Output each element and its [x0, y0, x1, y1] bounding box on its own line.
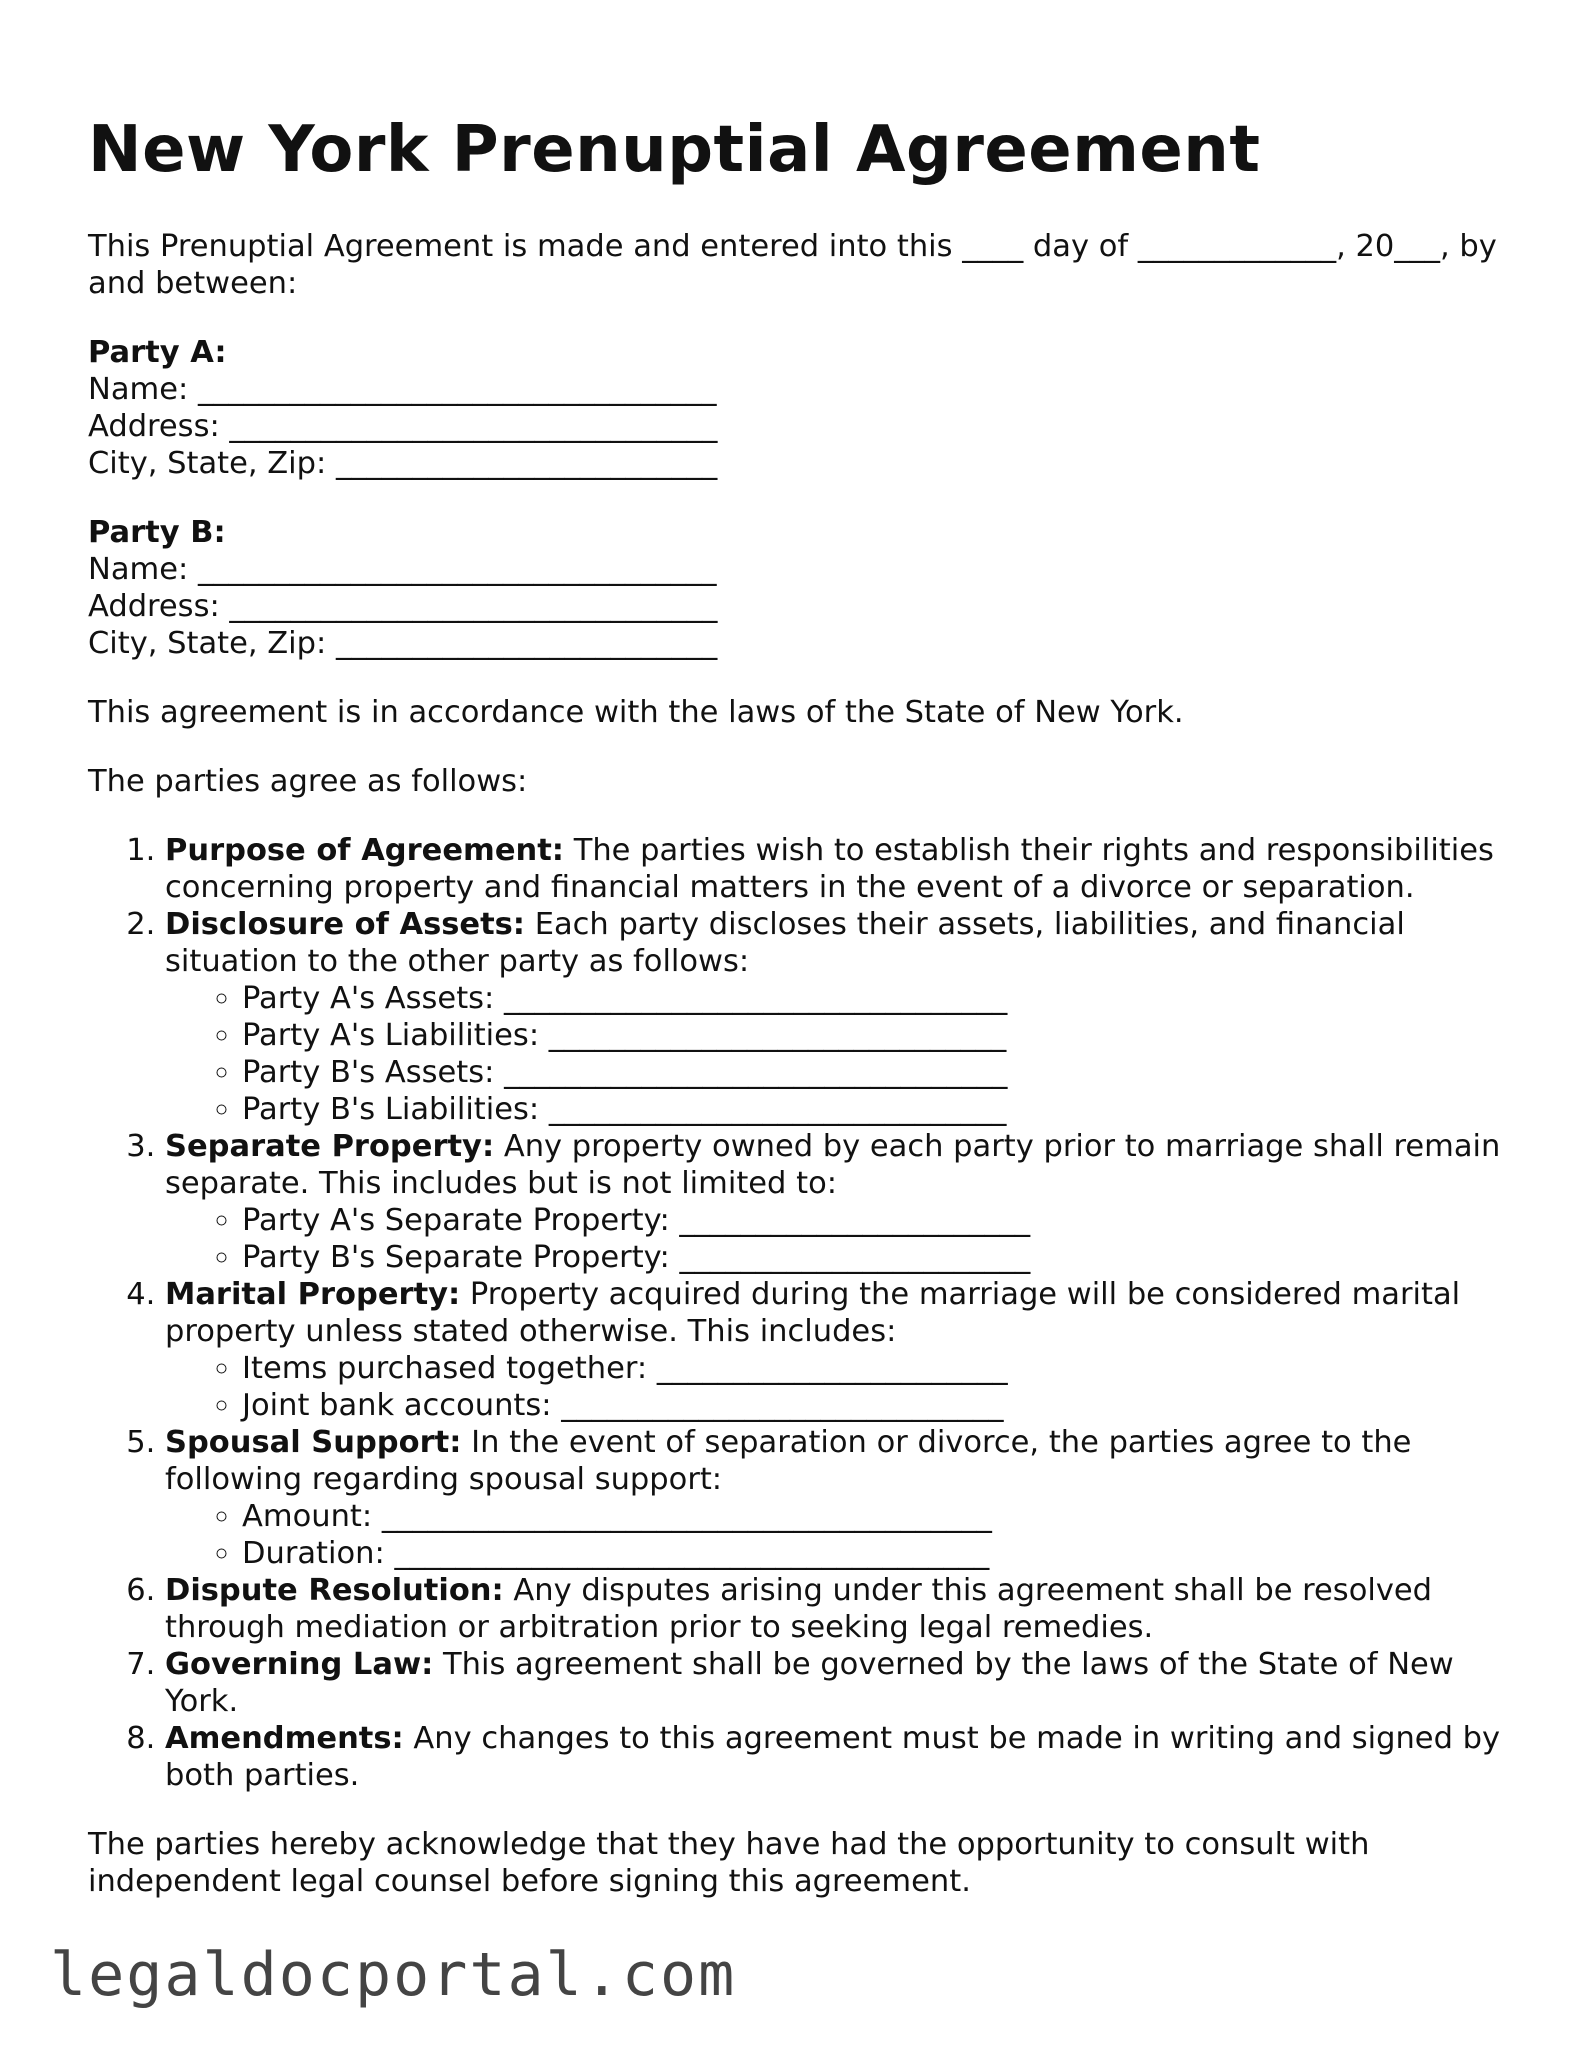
term-text: The parties wish to establish their rights and responsibilities concerning property and financial matters in the event of a divorce or separation. [165, 833, 1494, 905]
party-a-address-field: Address: ________________________________ [88, 409, 718, 444]
term-text: This agreement shall be governed by the laws of the State of New York. [165, 1647, 1454, 1719]
term-dispute-resolution [165, 1572, 1502, 1646]
party-b-block [88, 514, 1502, 662]
term-title: Marital Property: [165, 1277, 461, 1312]
term-title: Governing Law: [165, 1647, 434, 1682]
list-item: ◦ Amount: ________________________________________ [242, 1498, 1502, 1535]
acknowledgment-paragraph: The parties hereby acknowledge that they have had the opportunity to consult with independent legal counsel before signing this agreement. [88, 1827, 1370, 1899]
term-text: Each party discloses their assets, liabilities, and financial situation to the other party as follows: [165, 907, 1405, 979]
list-item: ◦ Party A's Separate Property: _______________________ [242, 1202, 1502, 1239]
term-text: In the event of separation or divorce, the parties agree to the following regarding spousal support: [165, 1425, 1412, 1497]
spousal-support-items [165, 1498, 1502, 1572]
list-item: ◦ Duration: _______________________________________ [242, 1535, 1502, 1572]
term-amendments [165, 1720, 1502, 1794]
term-text: Any changes to this agreement must be made in writing and signed by both parties. [165, 1721, 1501, 1793]
term-text: Property acquired during the marriage will be considered marital property unless stated otherwise. This includes: [165, 1277, 1461, 1349]
list-item: ◦ Joint bank accounts: _____________________________ [242, 1387, 1502, 1424]
term-purpose [165, 832, 1502, 906]
term-title: Purpose of Agreement: [165, 833, 565, 868]
term-disclosure [165, 906, 1502, 1128]
term-marital-property [165, 1276, 1502, 1424]
term-title: Separate Property: [165, 1129, 495, 1164]
party-b-address-field: Address: ________________________________ [88, 589, 718, 624]
watermark-text: legaldocportal.com [50, 1940, 737, 2010]
list-item: ◦ Party B's Separate Property: _______________________ [242, 1239, 1502, 1276]
party-a-block [88, 334, 1502, 482]
accordance-paragraph: This agreement is in accordance with the laws of the State of New York. [88, 695, 1184, 730]
term-title: Spousal Support: [165, 1425, 462, 1460]
list-item: ◦ Items purchased together: _______________________ [242, 1350, 1502, 1387]
term-governing-law [165, 1646, 1502, 1720]
party-a-name-field: Name: __________________________________ [88, 372, 717, 407]
term-title: Amendments: [165, 1721, 404, 1756]
party-a-heading: Party A: [88, 335, 227, 370]
document-title: New York Prenuptial Agreement [88, 113, 1261, 187]
list-item: ◦ Party B's Liabilities: ______________________________ [242, 1091, 1502, 1128]
term-title: Dispute Resolution: [165, 1573, 504, 1608]
term-title: Disclosure of Assets: [165, 907, 525, 942]
list-item: ◦ Party A's Assets: _________________________________ [242, 980, 1502, 1017]
list-item: ◦ Party B's Assets: _________________________________ [242, 1054, 1502, 1091]
disclosure-items [165, 980, 1502, 1128]
party-b-heading: Party B: [88, 515, 226, 550]
party-b-city-field: City, State, Zip: _________________________ [88, 626, 718, 661]
party-b-name-field: Name: __________________________________ [88, 552, 717, 587]
separate-property-items [165, 1202, 1502, 1276]
party-a-city-field: City, State, Zip: _________________________ [88, 446, 718, 481]
term-spousal-support [165, 1424, 1502, 1572]
agree-intro: The parties agree as follows: [88, 764, 528, 799]
marital-property-items [165, 1350, 1502, 1424]
list-item: ◦ Party A's Liabilities: ______________________________ [242, 1017, 1502, 1054]
term-separate-property [165, 1128, 1502, 1276]
terms-list [88, 832, 1502, 1794]
term-text: Any property owned by each party prior to marriage shall remain separate. This includes but is not limited to: [165, 1129, 1501, 1201]
term-text: Any disputes arising under this agreement shall be resolved through mediation or arbitration prior to seeking legal remedies. [165, 1573, 1433, 1645]
document-page [88, 108, 1502, 1900]
intro-paragraph: This Prenuptial Agreement is made and entered into this ____ day of _____________, 20___, by and between: [88, 229, 1497, 301]
